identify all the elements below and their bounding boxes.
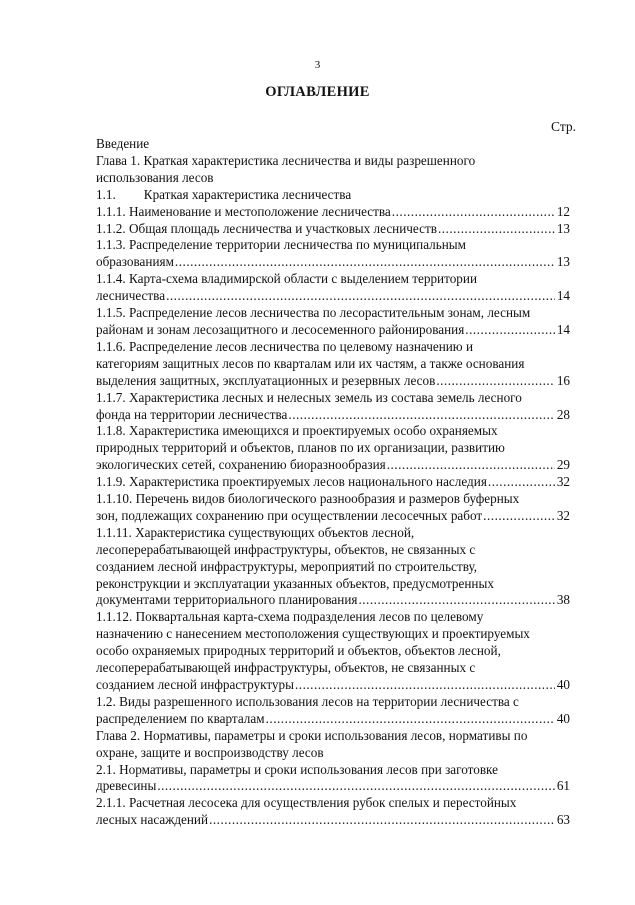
toc-entry-text: 1.1.10. Перечень видов биологического разнообразия и размеров буферных <box>96 491 520 507</box>
toc-entry <box>96 795 587 829</box>
toc-entry-line <box>96 288 570 305</box>
toc-entry-text: выделения защитных, эксплуатационных и резервных лесов <box>96 372 436 388</box>
toc-entry-text: природных территорий и объектов, планов по их организации, развитию <box>96 440 505 456</box>
dot-leader <box>288 407 555 424</box>
toc-entry <box>96 491 587 525</box>
toc-entry-text: особо охраняемых природных территорий и объектов, объектов лесной, <box>96 643 501 659</box>
toc-entry-text: лесничества <box>96 288 166 304</box>
toc-entry <box>96 204 587 221</box>
dot-leader <box>358 592 555 609</box>
toc-entry-line <box>96 592 570 609</box>
dot-leader <box>166 288 555 305</box>
toc-page-number: 38 <box>556 592 570 608</box>
toc-entry-line <box>96 677 570 694</box>
toc-entry-line <box>96 322 570 339</box>
toc-entry-line <box>96 373 570 390</box>
toc-entry <box>96 339 587 390</box>
toc-entry-text: 1.2. Виды разрешенного использования лесов на территории лесничества с <box>96 693 519 709</box>
toc-entry-text: лесных насаждений <box>96 812 209 828</box>
toc-page-number: 29 <box>556 457 570 473</box>
dot-leader <box>392 204 555 221</box>
toc-page-number: 12 <box>556 203 570 219</box>
toc-page-number: 16 <box>556 372 570 388</box>
toc-entry-text: созданием лесной инфраструктуры <box>96 677 294 692</box>
toc-entry <box>96 474 587 491</box>
toc-entry-text: Краткая характеристика лесничества <box>143 186 352 202</box>
toc-entry <box>96 237 587 271</box>
toc-entry <box>96 221 587 238</box>
toc-entry-line <box>96 474 570 491</box>
dot-leader <box>436 373 555 390</box>
toc-entry <box>96 136 587 153</box>
toc-entry-line <box>96 407 570 424</box>
toc-entry-text: Глава 1. Краткая характеристика лесничества и виды разрешенного <box>96 152 476 168</box>
toc-page-number: 40 <box>556 710 570 726</box>
toc-page-number: 28 <box>556 406 570 422</box>
toc-entry-text: 2.1.1. Расчетная лесосека для осуществления рубок спелых и перестойных <box>96 795 517 811</box>
toc-entry-line <box>96 221 570 238</box>
toc-entry-text: зон, подлежащих сохранению при осуществлении лесосечных работ <box>96 507 483 523</box>
toc-entry <box>96 271 587 305</box>
toc-entry-text: районам и зонам лесозащитного и лесосеменного районирования <box>96 321 465 337</box>
toc-entry-line <box>96 711 570 728</box>
toc-entry <box>96 609 587 694</box>
toc-entry-text: 1.1.1. Наименование и местоположение лесничества <box>96 203 391 219</box>
toc-entry-text: 1.1.9. Характеристика проектируемых лесов национального наследия <box>96 474 487 490</box>
toc-entry-line <box>96 812 570 829</box>
dot-leader <box>438 221 555 238</box>
toc-entry-text: 1.1.2. Общая площадь лесничества и участковых лесничеств <box>96 220 437 236</box>
page-column-label: Стр. <box>551 119 577 134</box>
toc-page-number: 13 <box>556 254 570 270</box>
toc-page-number: 32 <box>556 474 570 490</box>
table-of-contents <box>96 136 587 829</box>
toc-entry-text: древесины <box>96 778 157 794</box>
toc-entry-text: лесоперерабатывающей инфраструктуры, объектов, не связанных с <box>96 541 476 557</box>
toc-entry-text: 1.1.4. Карта-схема владимирской области с выделением территории <box>96 271 477 287</box>
toc-entry-text: категориям защитных лесов по кварталам или их частям, а также основания <box>96 355 525 371</box>
toc-page-number: 32 <box>556 507 570 523</box>
toc-entry-text: 1.1.6. Распределение лесов лесничества по целевому назначению и <box>96 338 474 354</box>
toc-entry <box>96 728 587 762</box>
toc-entry-text: охране, защите и воспроизводству лесов <box>96 744 324 760</box>
toc-entry <box>96 762 587 796</box>
dot-leader <box>483 508 555 525</box>
dot-leader <box>387 457 555 474</box>
toc-entry-text: 1.1.3. Распределение территории лесничества по муниципальным <box>96 237 467 253</box>
toc-entry-line <box>96 187 587 204</box>
toc-page-number: 63 <box>556 812 570 828</box>
toc-entry-text: распределением по кварталам <box>96 710 265 726</box>
toc-entry-line <box>96 204 570 221</box>
toc-entry <box>96 390 587 424</box>
toc-entry-text: фонда на территории лесничества <box>96 406 288 422</box>
dot-leader <box>209 812 555 829</box>
dot-leader <box>295 677 555 694</box>
page-title: ОГЛАВЛЕНИЕ <box>265 84 370 100</box>
dot-leader <box>465 322 555 339</box>
toc-entry <box>96 305 587 339</box>
toc-entry-text: лесоперерабатывающей инфраструктуры, объектов, не связанных с <box>96 660 476 676</box>
dot-leader <box>488 474 555 491</box>
toc-entry-text: экологических сетей, сохранению биоразнообразия <box>96 457 386 473</box>
toc-entry-number: 1.1. <box>96 186 116 202</box>
toc-page-number: 14 <box>556 321 570 337</box>
toc-entry-line <box>96 254 570 271</box>
toc-entry-text: 1.1.12. Поквартальная карта-схема подразделения лесов по целевому <box>96 609 484 625</box>
toc-entry-text: образованиям <box>96 254 174 270</box>
toc-page-number: 40 <box>556 677 570 692</box>
dot-leader <box>157 778 555 795</box>
toc-entry-line <box>96 778 570 795</box>
toc-entry-line <box>96 508 570 525</box>
toc-entry-text: 2.1. Нормативы, параметры и сроки использования лесов при заготовке <box>96 761 498 777</box>
toc-page-number: 13 <box>556 220 570 236</box>
toc-entry-text: 1.1.11. Характеристика существующих объектов лесной, <box>96 524 415 540</box>
toc-entry <box>96 153 587 187</box>
toc-entry-text: 1.1.5. Распределение лесов лесничества по лесорастительным зонам, лесным <box>96 305 531 321</box>
dot-leader <box>266 711 555 728</box>
toc-entry <box>96 525 587 610</box>
toc-entry-text: Введение <box>96 136 150 151</box>
toc-entry-text: назначению с нанесением местоположения существующих и проектируемых <box>96 626 530 642</box>
toc-entry-text: 1.1.7. Характеристика лесных и нелесных земель из состава земель лесного <box>96 389 522 405</box>
toc-entry-text: созданием лесной инфраструктуры, мероприятий по строительству, <box>96 558 478 574</box>
toc-entry-text: 1.1.8. Характеристика имеющихся и проектируемых особо охраняемых <box>96 423 498 439</box>
toc-entry <box>96 423 587 474</box>
toc-entry <box>96 187 587 204</box>
toc-entry-text: использования лесов <box>96 169 214 185</box>
page-number: 3 <box>314 59 321 71</box>
toc-entry-text: Глава 2. Нормативы, параметры и сроки использования лесов, нормативы по <box>96 727 528 743</box>
dot-leader <box>175 254 555 271</box>
toc-page-number: 61 <box>556 778 570 794</box>
toc-entry-line <box>96 457 570 474</box>
toc-entry <box>96 694 587 728</box>
toc-page-number: 14 <box>556 288 570 304</box>
toc-entry-text: документами территориального планирования <box>96 592 358 608</box>
toc-entry-text: реконструкции и эксплуатации указанных объектов, предусмотренных <box>96 575 494 591</box>
